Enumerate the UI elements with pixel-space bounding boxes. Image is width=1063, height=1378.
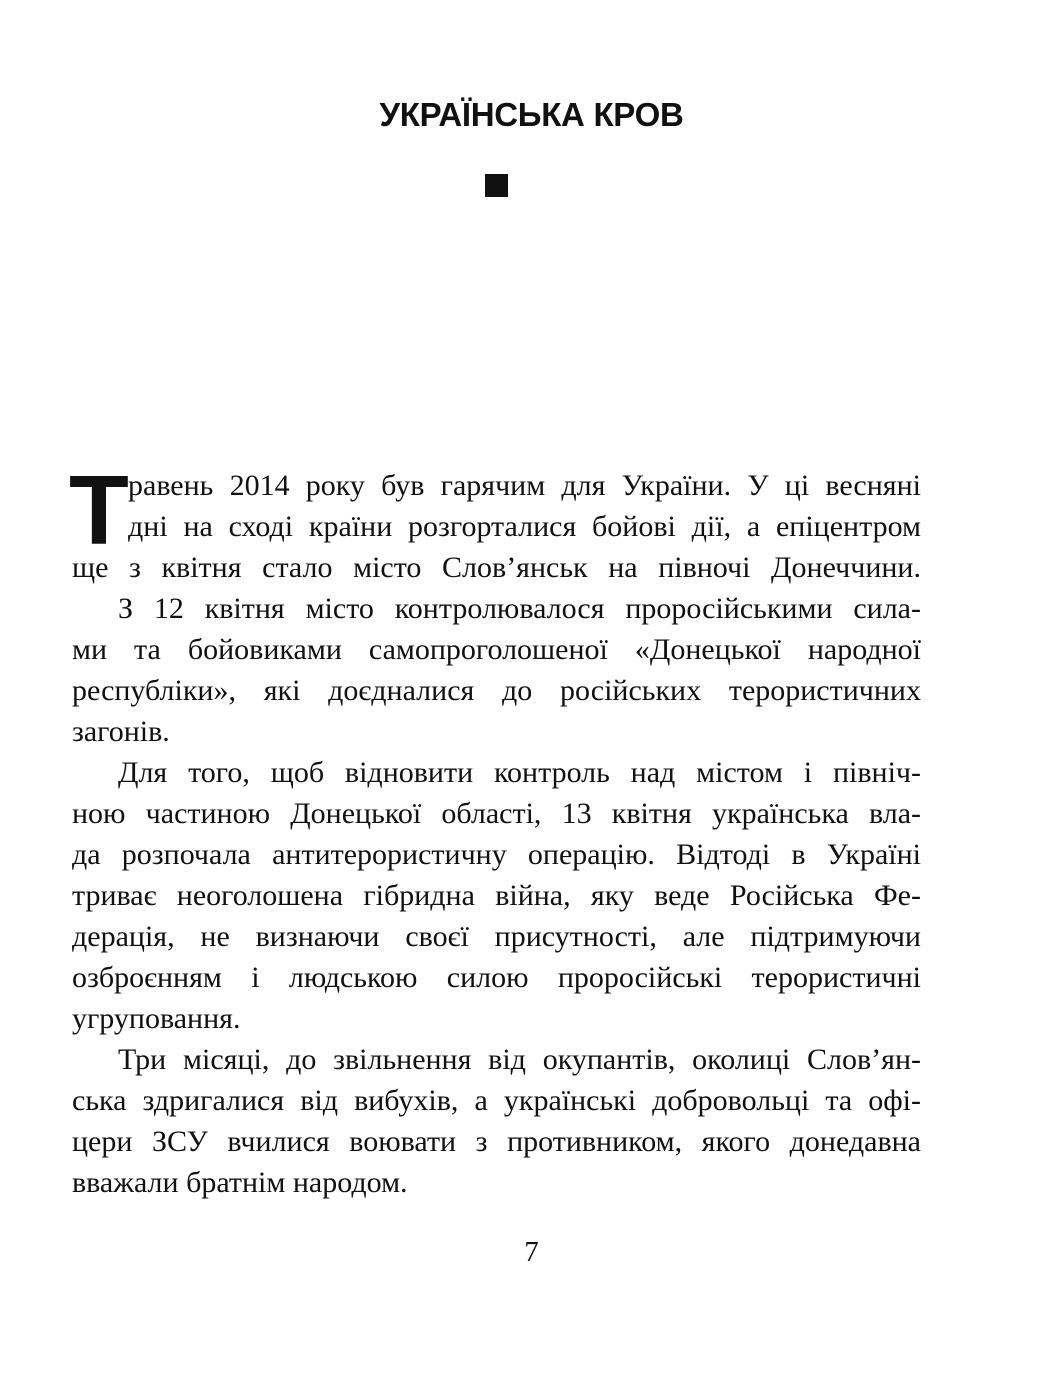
chapter-body: [69, 455, 921, 1203]
text-line: ми та бойовиками самопроголошеної «Донецької народної: [72, 633, 921, 666]
text-line: дерація, не визнаючи своєї присутності, але підтримуючи: [72, 920, 921, 953]
paragraph-4: [72, 1039, 921, 1203]
text-line: озброєнням і людською силою проросійські терористичні: [72, 961, 921, 994]
page-number: 7: [524, 1236, 539, 1268]
square-ornament-icon: [485, 174, 508, 197]
chapter-title: УКРАЇНСЬКА КРОВ: [379, 96, 684, 133]
text-line: дні на сході країни розгорталися бойові дії, а епіцентром: [128, 510, 921, 543]
text-line: загонів.: [72, 715, 170, 748]
text-line: З 12 квітня місто контролювалося проросійськими сила-: [118, 592, 921, 625]
text-line: угруповання.: [72, 1002, 241, 1035]
text-line: Три місяці, до звільнення від окупантів, околиці Слов’ян-: [118, 1043, 921, 1076]
drop-cap: Т: [69, 455, 129, 565]
text-line: ною частиною Донецької області, 13 квітня українська вла-: [72, 797, 921, 830]
text-line: равень 2014 року був гарячим для України. У ці весняні: [128, 469, 921, 502]
text-line: республіки», які доєдналися до російських терористичних: [72, 674, 921, 707]
text-line: ська здригалися від вибухів, а українські добровольці та офі-: [72, 1084, 921, 1117]
text-line: Для того, щоб відновити контроль над містом і північ-: [118, 756, 921, 789]
paragraph-2: [72, 588, 921, 752]
paragraph-3: [72, 752, 921, 1039]
text-line: вважали братнім народом.: [72, 1166, 408, 1199]
text-line: цери ЗСУ вчилися воювати з противником, якого донедавна: [72, 1125, 921, 1158]
paragraph-1: [72, 465, 921, 588]
text-line: да розпочала антитерористичну операцію. Відтоді в Україні: [72, 838, 921, 871]
text-line: ще з квітня стало місто Слов’янськ на півночі Донеччини.: [72, 551, 921, 584]
text-line: триває неоголошена гібридна війна, яку веде Російська Фе-: [72, 879, 921, 912]
